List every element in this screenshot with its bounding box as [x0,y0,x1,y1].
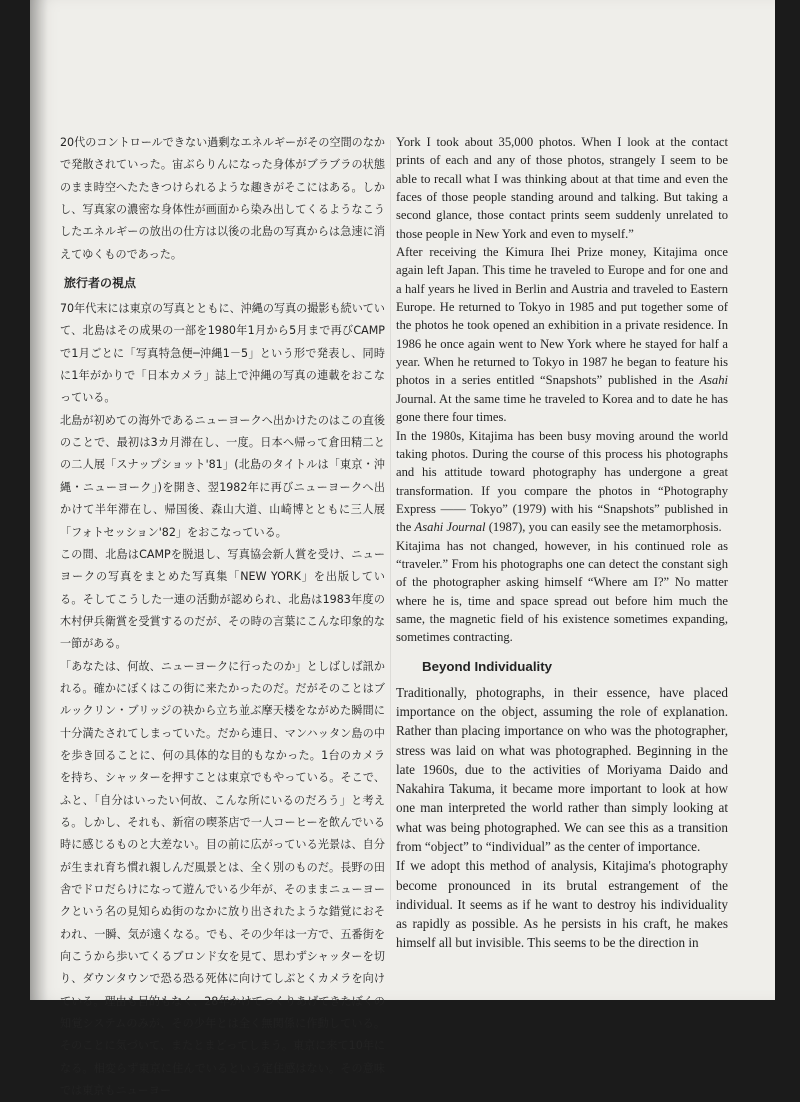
jp-paragraph-1: 20代のコントロールできない過剰なエネルギーがその空間のなかで発散されていった。宙ぶらりんになった身体がブラブラの状態のまま時空へたたきつけられるような趣きがそこにはある。しかし、写真家の濃密な身体性が画面から染み出してくるようなこうしたエネルギーの放出の仕方は以後の北島の写真からは急速に消えてゆくものであった。 [60,136,385,261]
en-paragraph-2-start: After receiving the Kimura Ihei Prize money, Kitajima once again left Japan. This time he traveled to Europe and for one and a half years he lived in Berlin and Austria and traveled to Eastern Europe. He returned to Tokyo in 1985 and put together some of the photos he took opened an exhibition in a private residence. In 1986 he once again went to New York where he stayed for half a year. When he returned to Tokyo in 1987 he began to feature his photos in a series entitled “Snapshots” published in the [396,245,728,388]
en-section-heading: Beyond Individuality [422,658,553,674]
jp-paragraph-4: この間、北島はCAMPを脱退し、写真協会新人賞を受け、ニューヨークの写真をまとめた写真集「NEW YORK」を出版している。そしてこうした一連の活動が認められ、北島は1983年度の木村伊兵衛賞を受賞するのだが、その時の言葉にこんな印象的な一節がある。 [60,547,385,651]
en-paragraph-3-italic: Asahi Journal [414,520,486,535]
en-paragraph-2-italic: Asahi [699,373,728,388]
en-paragraph-2-end: Journal. At the same time he traveled to Korea and to date he has gone there four times. [396,391,728,425]
english-column [396,133,728,953]
jp-paragraph-3: 北島が初めての海外であるニューヨークへ出かけたのはこの直後のことで、最初は3カ月滞在し、一度。日本へ帰って倉田精二との二人展「スナップショット'81」(北島のタイトルは「東京・沖縄・ニューヨーク」)を開き、翌1982年に再びニューヨークへ出かけて半年滞在し、帰国後、森山大道、山崎博とともに三人展「フォトセッション'82」をおこなっている。 [60,413,385,539]
jp-paragraph-2: 70年代末には東京の写真とともに、沖縄の写真の撮影も続いていて、北島はその成果の一部を1980年1月から5月まで再びCAMPで1月ごとに「写真特急便─沖縄1－5」という形で発表し、同時に1年がかりで「日本カメラ」誌上で沖縄の写真の連載をおこなっている。 [60,302,385,405]
en-paragraph-6: If we adopt this method of analysis, Kitajima's photography become pronounced in its brutal estrangement of the individual. It seems as if he want to destroy his individuality as rapidly as possible. As he persists in his craft, he makes himself all but invisible. This seems to be the direction in [396,858,728,951]
jp-paragraph-5: 「あなたは、何故、ニューヨークに行ったのか」としばしば訊かれる。確かにぼくはこの街に来たかったのだ。だがそのことはブルックリン・ブリッジの袂から立ち並ぶ摩天楼をながめた瞬間に十分満たされてしまっていた。だから連日、マンハッタン島の中を歩き回ることに、何の具体的な目的もなかった。1台のカメラを持ち、シャッターを押すことは東京でもやっている。そこで、ふと、「自分はいったい何故、こんな所にいるのだろう」と考える。しかし、それも、新宿の喫茶店で一人コーヒーを飲んでいる時に感じるものと大差ない。目の前に広がっている光景は、自分が生まれ育ち慣れ親しんだ風景とは、全く別のものだ。長野の田舎でドロだらけになって遊んでいる少年が、そのままニューヨークという名の見知らぬ街のなかに放り出されたような錯覚におそわれ、一瞬、気が遠くなる。でも、その少年は一方で、五番街を向こうから歩いてくるブロンド女を見て、思わずシャッターを切り、ダウンタウンで恐る恐る死体に向けてしぶとくカメラを向けている。理由も目的もなく、28年かけてつくりあげてきたぼくの知覚システムのみが、その少年とは全く無関係に作動している。そのことに気づいて、またとまどってしまう。東京に来て10年になる。相変らず東京に住んでいるという定住感はない。その意味では東京もニューヨー [60,659,385,1098]
en-paragraph-3 [396,427,728,537]
en-paragraph-1: York I took about 35,000 photos. When I look at the contact prints of each and any of those photos, strangely I seem to be able to recall what I was thinking about at that time and even the faces of those people standing around and talking. But taking a second glance, those contact prints seem suddenly unrelated to those people in New York and even to myself.” [396,135,728,241]
jp-section-heading: 旅行者の視点 [64,276,137,291]
en-paragraph-5: Traditionally, photographs, in their essence, have placed importance on the object, assuming the role of explanation. Rather than placing importance on who was the photographer, stress was laid on what was photographed. Beginning in the late 1960s, due to the activities of Moriyama Daido and Nakahira Takuma, it became more important to look at how one man interpreted the world rather than simply looking at what was being photographed. We can see this as a transition from “object” to “individual” as the center of importance. [396,684,728,854]
en-paragraph-2 [396,243,728,426]
japanese-column [60,132,385,1102]
book-spine-shadow [30,0,48,1000]
en-paragraph-4: Kitajima has not changed, however, in his continued role as “traveler.” From his photographs one can detect the constant sigh of the photographer asking himself “Where am I?” No matter where he is, time and space spread out before him much the same, the magnetic field of his existence sometimes expanding, sometimes contracting. [396,538,728,645]
column-gap [390,140,391,900]
en-paragraph-3-start: In the 1980s, Kitajima has been busy moving around the world taking photos. During the course of this process his photographs and his attitude toward photography has undergone a great transformation. If you compare the photos in “Photography Express —— Tokyo” (1979) with his “Snapshots” published in the [396,428,728,535]
en-paragraph-3-end: (1987), you can easily see the metamorphosis. [485,520,722,535]
